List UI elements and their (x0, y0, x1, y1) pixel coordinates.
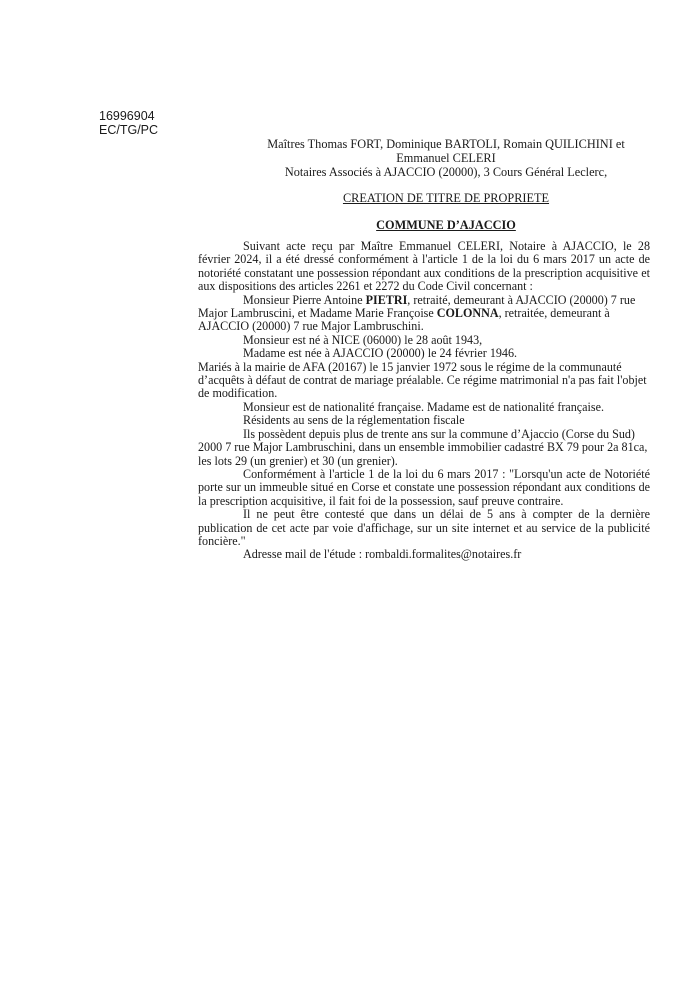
paragraph-residency: Résidents au sens de la réglementation fiscale (243, 413, 465, 428)
paragraph-birth-monsieur: Monsieur est né à NICE (06000) le 28 août 1943, (243, 332, 483, 347)
paragraph-nationality: Monsieur est de nationalité française. Madame est de nationalité française. (243, 399, 604, 414)
parties-text-b: , retraité, demeurant à AJACCIO (20000) 7 rue Major Lambruscini, et Madame Marie Françoise (198, 292, 636, 321)
header-line-3: Notaires Associés à AJACCIO (20000), 3 Cours Général Leclerc, (284, 165, 608, 179)
party-name-colonna: COLONNA (436, 306, 499, 321)
paragraph-birth-madame: Madame est née à AJACCIO (20000) le 24 février 1946. (243, 346, 518, 361)
document-title-text: CREATION DE TITRE DE PROPRIETE (342, 191, 550, 205)
reference-initials: EC/TG/PC (99, 123, 159, 137)
reference-number: 16996904 (99, 109, 155, 123)
paragraph-law-article: Conformément à l'article 1 de la loi du 6 mars 2017 : "Lorsqu'un acte de Notoriété porte sur un immeuble situé en Corse et constate une possession répondant aux conditions de la prescription acquisitive, il fait foi de la possession, sauf preuve contraire. (198, 466, 650, 508)
paragraph-act-summary: Suivant acte reçu par Maître Emmanuel CELERI, Notaire à AJACCIO, le 28 février 2024, il a été dressé conformément à l'article 1 de la loi du 6 mars 2017 un acte de notoriété constatant une possession répondant aux conditions de la prescription acquisitive et aux dispositions des articles 2261 et 2272 du Code Civil concernant : (198, 239, 650, 294)
paragraph-property: Ils possèdent depuis plus de trente ans sur la commune d’Ajaccio (Corse du Sud) 2000 7 rue Major Lambruschini, dans un ensemble immobilier cadastré BX 79 pour 2a 81ca, les lots 29 (un grenier) et 30 (un grenier). (198, 426, 648, 468)
parties-text-c: , retraitée, demeurant à AJACCIO (20000) 7 rue Major Lambruschini. (198, 306, 610, 334)
document-title (198, 191, 694, 205)
notaries-header (198, 137, 694, 179)
parties-text-a: Monsieur Pierre Antoine (243, 292, 366, 307)
document-body (198, 240, 650, 562)
party-name-pietri: PIETRI (365, 292, 408, 307)
paragraph-marriage: Mariés à la mairie de AFA (20167) le 15 janvier 1972 sous le régime de la communauté d’acquêts à défaut de contrat de mariage préalable. Ce régime matrimonial n'a pas fait l'objet de modification. (198, 359, 647, 401)
reference-block (99, 109, 158, 137)
paragraph-parties (198, 294, 650, 334)
header-line-2: Emmanuel CELERI (396, 151, 496, 165)
header-line-1: Maîtres Thomas FORT, Dominique BARTOLI, Romain QUILICHINI et (267, 137, 625, 151)
commune-heading (198, 218, 694, 232)
commune-heading-text: COMMUNE D’AJACCIO (376, 218, 516, 232)
paragraph-email: Adresse mail de l'étude : rombaldi.formalites@notaires.fr (243, 547, 522, 562)
paragraph-contest-period: Il ne peut être contesté que dans un délai de 5 ans à compter de la dernière publication de cet acte par voie d'affichage, sur un site internet et au service de la publicité foncière." (198, 507, 650, 548)
